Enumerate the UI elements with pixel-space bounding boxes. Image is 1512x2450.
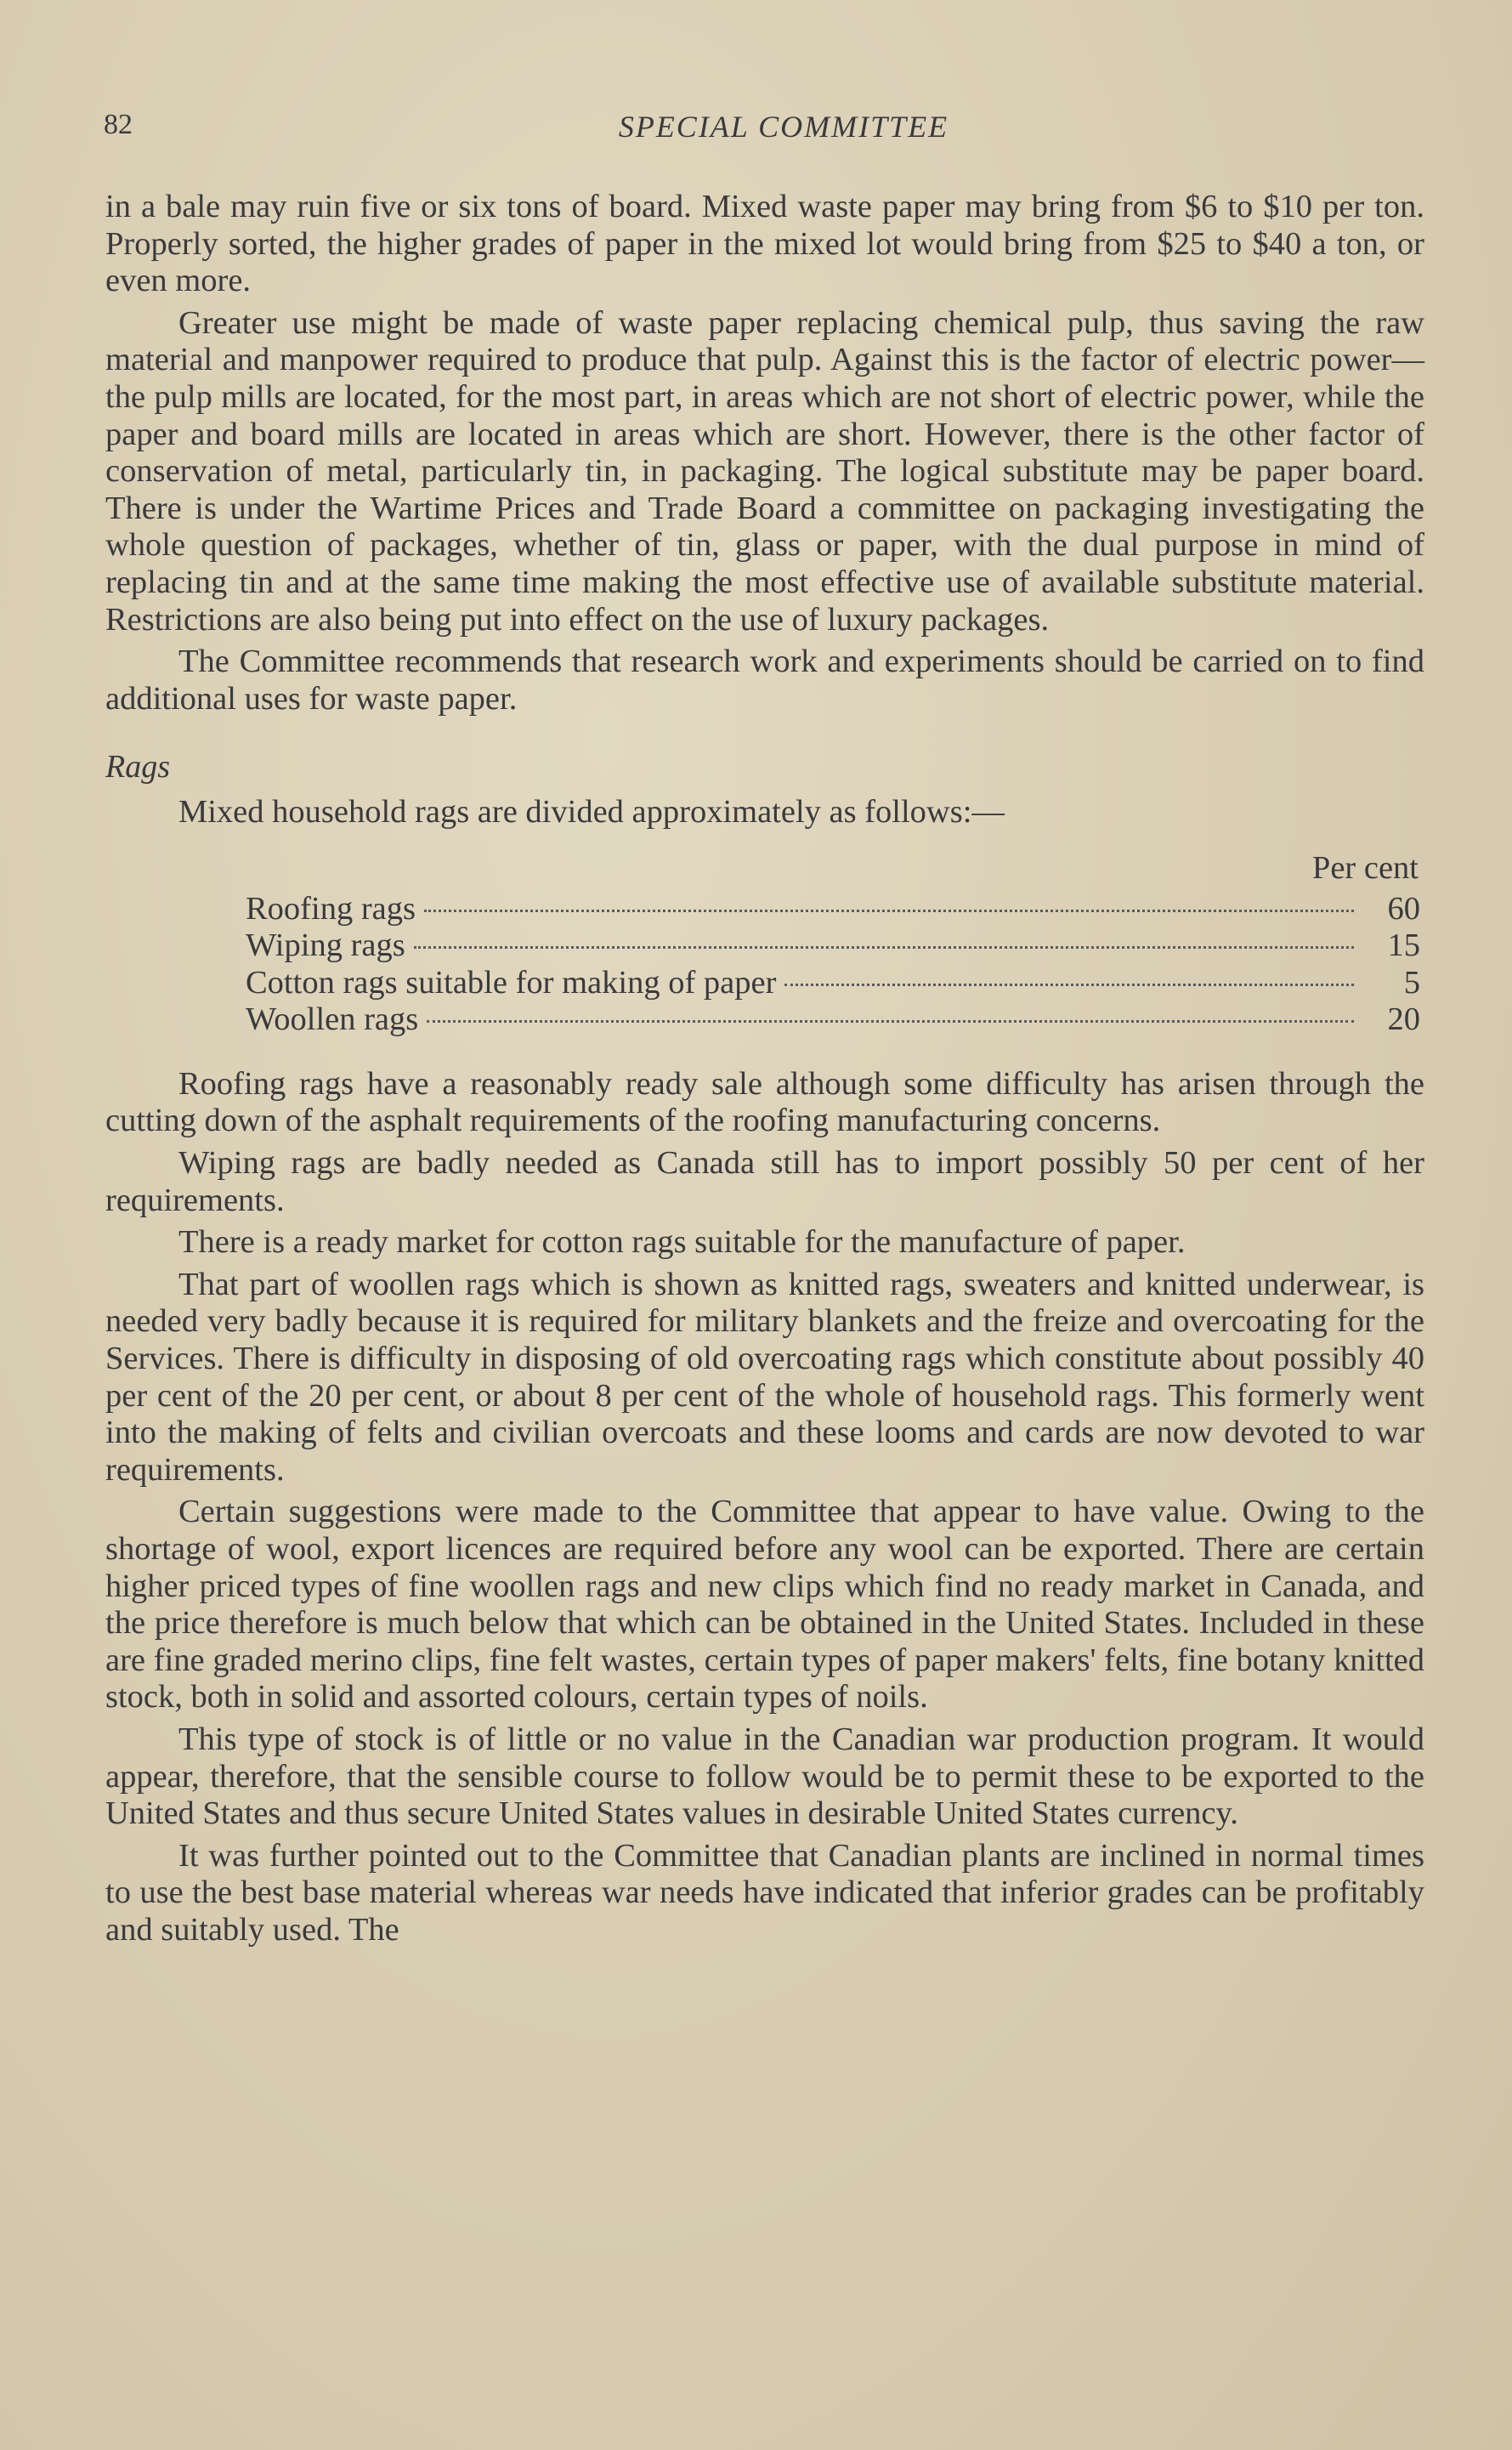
table-row [246, 927, 1420, 965]
paragraph-recommendation: The Committee recommends that research work and experiments should be carried on to find additional uses for waste paper. [105, 644, 1424, 717]
dot-leader [427, 1020, 1354, 1023]
paragraph-cotton-rags: There is a ready market for cotton rags suitable for the manufacture of paper. [178, 1224, 1186, 1261]
dot-leader [414, 946, 1354, 949]
row-value: 60 [1387, 890, 1420, 927]
rags-intro: Mixed household rags are divided approximately as follows:— [178, 794, 1005, 831]
dot-leader [424, 910, 1354, 912]
rags-table [246, 850, 1420, 1039]
running-head: SPECIAL COMMITTEE [618, 110, 949, 144]
paragraph-base-material: It was further pointed out to the Committee that Canadian plants are inclined in normal times to use the best base material whereas war needs have indicated that inferior grades can be profitably and suitably used. The [105, 1837, 1424, 1948]
page-header [104, 109, 1430, 160]
row-label: Woollen rags [246, 1001, 419, 1038]
paragraph-continuation: in a bale may ruin five or six tons of board. Mixed waste paper may bring from $6 to $10 per ton. Properly sorted, the higher grades of paper in the mixed lot would bring from $25 to $40 a ton, or even more. [105, 189, 1424, 299]
row-value: 15 [1387, 927, 1420, 964]
page-body [105, 189, 1424, 1954]
row-value: 5 [1403, 964, 1420, 1001]
table-row [246, 965, 1420, 1002]
section-heading-rags: Rags [105, 749, 170, 785]
paragraph-wiping-rags: Wiping rags are badly needed as Canada still has to import possibly 50 per cent of her requirements. [105, 1145, 1424, 1218]
paragraph-roofing-rags: Roofing rags have a reasonably ready sale although some difficulty has arisen through the cutting down of the asphalt requirements of the roofing manufacturing concerns. [105, 1065, 1424, 1139]
dot-leader [784, 984, 1354, 986]
paragraph-export: This type of stock is of little or no value in the Canadian war production program. It would appear, therefore, that the sensible course to follow would be to permit these to be exported to the United States and thus secure United States values in desirable United States currency. [105, 1721, 1424, 1832]
table-column-header: Per cent [1311, 849, 1419, 886]
paragraph-suggestions: Certain suggestions were made to the Committee that appear to have value. Owing to the shortage of wool, export licences are required before any wool can be exported. There are certain higher priced types of fine woollen rags and new clips which find no ready market in Canada, and the price therefore is much below that which can be obtained in the United States. Included in these are fine graded merino clips, fine felt wastes, certain types of paper makers' felts, fine botany knitted stock, both in solid and assorted colours, certain types of noils. [105, 1494, 1424, 1716]
page-number: 82 [104, 109, 133, 140]
row-label: Wiping rags [246, 927, 405, 964]
row-label: Cotton rags suitable for making of paper [246, 964, 777, 1001]
table-row [246, 891, 1420, 928]
row-value: 20 [1387, 1001, 1420, 1038]
row-label: Roofing rags [246, 890, 416, 927]
paragraph-waste-paper-pulp: Greater use might be made of waste paper replacing chemical pulp, thus saving the raw material and manpower required to produce that pulp. Against this is the factor of electric power—the pulp mills are located, for the most part, in areas which are not short of electric power, while the paper and board mills are located in areas which are short. However, there is the other factor of conservation of metal, particularly tin, in packaging. The logical substitute may be paper board. There is under the Wartime Prices and Trade Board a committee on packaging investigating the whole question of packages, whether of tin, glass or paper, with the dual purpose in mind of replacing tin and at the same time making the most effective use of available substitute material. Restrictions are also being put into effect on the use of luxury packages. [105, 304, 1424, 638]
table-row [246, 1001, 1420, 1039]
paragraph-woollen-rags: That part of woollen rags which is shown as knitted rags, sweaters and knitted underwear, is needed very badly because it is required for military blankets and the freize and overcoating for the Services. There is difficulty in disposing of old overcoating rags which constitute about possibly 40 per cent of the 20 per cent, or about 8 per cent of the whole of household rags. This formerly went into the making of felts and civilian overcoats and these looms and cards are now devoted to war requirements. [105, 1266, 1424, 1488]
